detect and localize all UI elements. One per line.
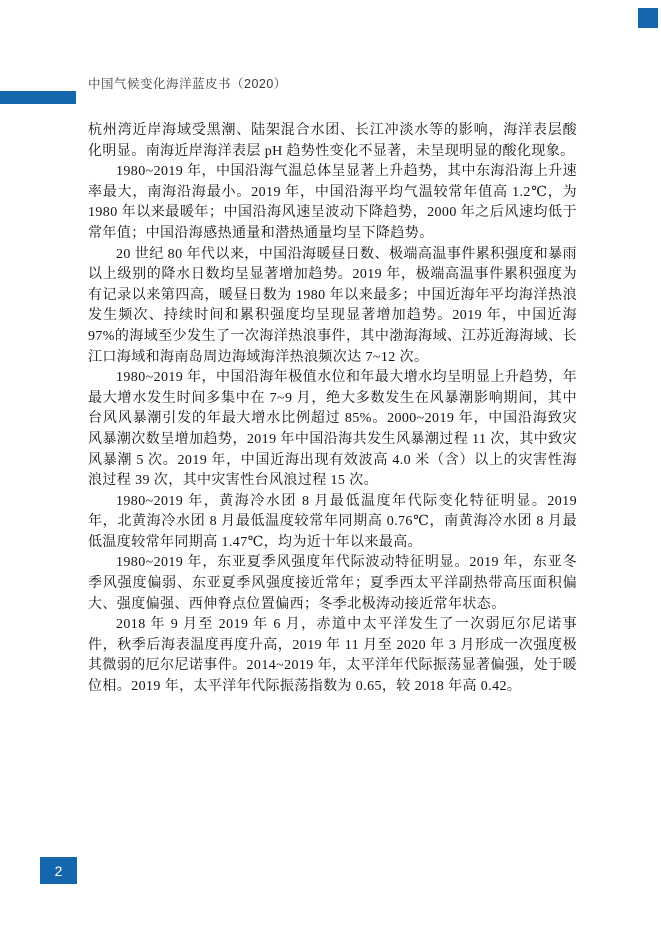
paragraph-el-nino: 2018 年 9 月至 2019 年 6 月，赤道中太平洋发生了一次弱厄尔尼诺事件，秋季后海表温度再度升高，2019 年 11 月至 2020 年 3 月形成一次强度极其微弱的厄尔尼诺事件。2014~2019 年，太平洋年代际振荡显著偏强，处于暖位相。2019 年，太平洋年代际振荡指数为 0.65，较 2018 年高 0.42。 [88, 617, 577, 695]
paragraph-acidification: 杭州湾近岸海域受黑潮、陆架混合水团、长江冲淡水等的影响，海洋表层酸化明显。南海近岸海洋表层 pH 趋势性变化不显著，未呈现明显的酸化现象。 [88, 123, 577, 159]
paragraph-heatwaves: 20 世纪 80 年代以来，中国沿海暖昼日数、极端高温事件累积强度和暴雨以上级别的降水日数均呈显著增加趋势。2019 年，极端高温事件累积强度为有记录以来第四高，暖昼日数为 1980 年以来最多；中国近海年平均海洋热浪发生频次、持续时间和累积强度均呈现显著增加趋势。2019 年，中国近海 97%的海域至少发生了一次海洋热浪事件，其中渤海海域、江苏近海海域、长江口海域和海南岛周边海域海洋热浪频次达 7~12 次。 [88, 246, 577, 365]
corner-accent-square [638, 8, 658, 28]
paragraph-coastal-temperature: 1980~2019 年，中国沿海气温总体呈显著上升趋势，其中东海沿海上升速率最大，南海沿海最小。2019 年，中国沿海平均气温较常年值高 1.2℃，为 1980 年以来最暖年；中国沿海风速呈波动下降趋势，2000 年之后风速均低于常年值；中国沿海感热通量和潜热通量均呈下降趋势。 [88, 164, 577, 241]
page-number: 2 [54, 862, 63, 879]
book-title: 中国气候变化海洋蓝皮书（2020） [88, 77, 287, 91]
header-accent-bar [0, 91, 76, 104]
page-number-badge [40, 857, 77, 884]
paragraph-monsoon: 1980~2019 年，东亚夏季风强度年代际波动特征明显。2019 年，东亚冬季风强度偏弱、东亚夏季风强度接近常年；夏季西太平洋副热带高压面积偏大、强度偏强、西伸脊点位置偏西；冬季北极涛动接近常年状态。 [88, 555, 577, 612]
paragraph-yellow-sea-cold-water: 1980~2019 年，黄海冷水团 8 月最低温度年代际变化特征明显。2019 年，北黄海冷水团 8 月最低温度较常年同期高 0.76℃，南黄海冷水团 8 月最低温度较常年同期高 1.47℃，均为近十年以来最高。 [88, 493, 577, 550]
body-text [88, 121, 577, 698]
paragraph-storm-surge: 1980~2019 年，中国沿海年极值水位和年最大增水均呈明显上升趋势，年最大增水发生时间多集中在 7~9 月，绝大多数发生在风暴潮影响期间，其中台风风暴潮引发的年最大增水比例超过 85%。2000~2019 年，中国沿海致灾风暴潮次数呈增加趋势，2019 年中国沿海共发生风暴潮过程 11 次，其中致灾风暴潮 5 次。2019 年，中国近海出现有效波高 4.0 米（含）以上的灾害性海浪过程 39 次，其中灾害性台风浪过程 15 次。 [88, 370, 577, 489]
